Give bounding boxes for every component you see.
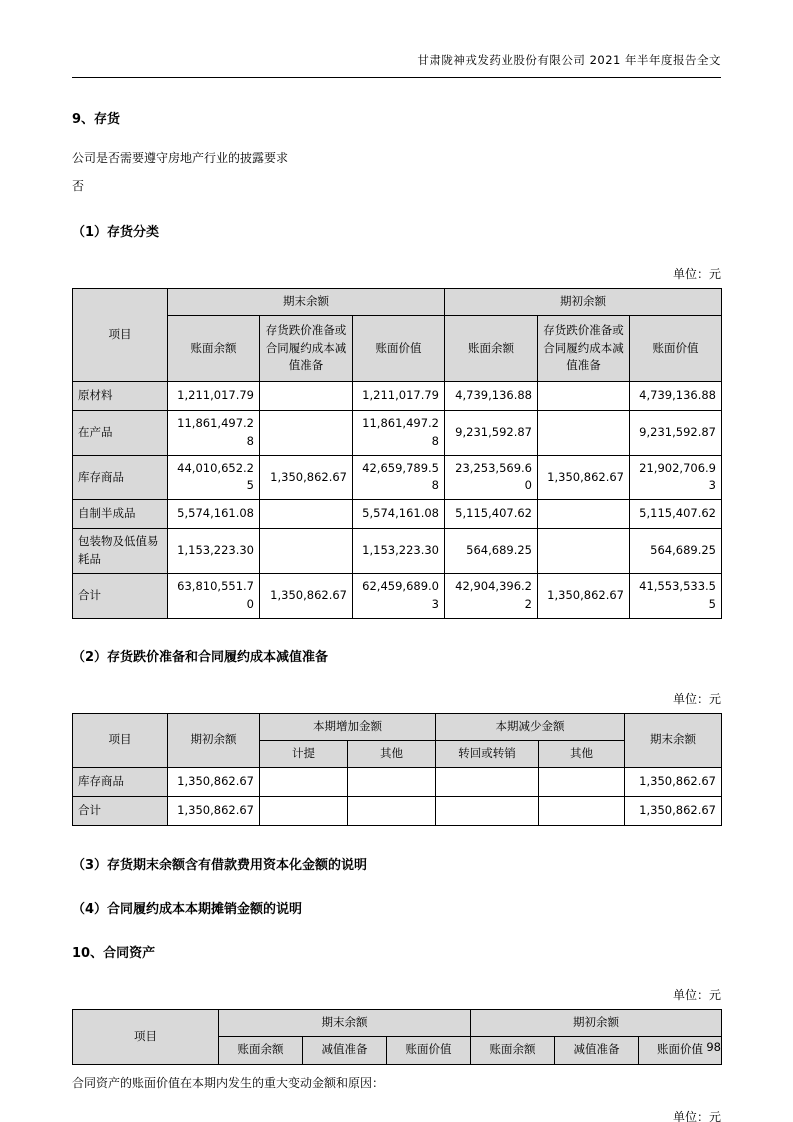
table3-col-ending: 期末余额 [219,1009,471,1036]
cell: 1,350,862.67 [260,455,353,500]
cell [538,529,630,574]
cell [539,767,625,796]
inventory-classification-table [72,288,722,619]
table3-col-book-value-end: 账面价值 [387,1036,471,1064]
cell: 1,350,862.67 [168,796,260,825]
cell [436,796,539,825]
table3-col-item: 项目 [73,1009,219,1064]
cell: 5,574,161.08 [168,500,260,529]
table1-col-item: 项目 [73,289,168,382]
cell: 4,739,136.88 [630,382,722,411]
cell: 1,153,223.30 [353,529,445,574]
table3-col-beginning: 期初余额 [471,1009,722,1036]
row-label: 在产品 [73,411,168,456]
cell: 1,350,862.67 [625,767,722,796]
cell [538,411,630,456]
table2-col-ending: 期末余额 [625,713,722,767]
table-row-total [73,573,722,618]
table1-col-book-balance-end: 账面余额 [168,316,260,382]
row-label: 合计 [73,796,168,825]
cell [260,529,353,574]
cell: 23,253,569.60 [445,455,538,500]
cell: 9,231,592.87 [630,411,722,456]
cell [260,796,348,825]
table-row [73,529,722,574]
table-row [73,500,722,529]
table2-col-decrease: 本期减少金额 [436,713,625,740]
cell: 11,861,497.28 [168,411,260,456]
table1-col-provision-end: 存货跌价准备或合同履约成本减值准备 [260,316,353,382]
unit-label-4: 单位：元 [672,1109,721,1122]
unit-label-1: 单位：元 [672,267,721,281]
table3-col-impairment-begin: 减值准备 [555,1036,639,1064]
cell [348,796,436,825]
row-label: 库存商品 [73,767,168,796]
table2-col-item: 项目 [73,713,168,767]
section-9-2-title: （2）存货跌价准备和合同履约成本减值准备 [72,649,329,665]
table2-col-other-decrease: 其他 [539,740,625,767]
table2-col-accrual: 计提 [260,740,348,767]
table1-col-ending: 期末余额 [168,289,445,316]
row-label: 合计 [73,573,168,618]
cell: 1,211,017.79 [353,382,445,411]
table3-col-book-value-begin: 账面价值 [639,1036,722,1064]
section-9-title: 9、存货 [72,112,121,127]
cell: 1,350,862.67 [538,573,630,618]
table3-col-impairment-end: 减值准备 [303,1036,387,1064]
row-label: 自制半成品 [73,500,168,529]
cell: 1,211,017.79 [168,382,260,411]
table-row-total [73,796,722,825]
cell: 42,659,789.58 [353,455,445,500]
table2-col-increase: 本期增加金额 [260,713,436,740]
unit-label-2: 单位：元 [672,691,721,706]
table1-col-book-balance-begin: 账面余额 [445,316,538,382]
document-header: 甘肃陇神戎发药业股份有限公司 2021 年半年度报告全文 [72,52,721,78]
disclosure-answer: 否 [72,179,85,193]
cell: 21,902,706.93 [630,455,722,500]
cell: 564,689.25 [630,529,722,574]
table2-col-beginning: 期初余额 [168,713,260,767]
row-label: 原材料 [73,382,168,411]
row-label: 包装物及低值易耗品 [73,529,168,574]
section-9-3-title: （3）存货期末余额含有借款费用资本化金额的说明 [72,857,368,873]
cell [436,767,539,796]
table1-col-provision-begin: 存货跌价准备或合同履约成本减值准备 [538,316,630,382]
table1-header-row-2 [73,316,722,382]
disclosure-question: 公司是否需要遵守房地产行业的披露要求 [72,151,289,165]
row-label: 库存商品 [73,455,168,500]
unit-label-3: 单位：元 [672,987,721,1002]
section-9-4-title: （4）合同履约成本本期摊销金额的说明 [72,901,303,917]
section-9-1-title: （1）存货分类 [72,225,160,240]
table2-header-row-1 [73,713,722,740]
cell: 44,010,652.25 [168,455,260,500]
cell [538,500,630,529]
table1-col-book-value-begin: 账面价值 [630,316,722,382]
cell: 4,739,136.88 [445,382,538,411]
table1-col-beginning: 期初余额 [445,289,722,316]
table3-header-row-1 [73,1009,722,1036]
provision-table [72,713,722,826]
cell: 1,350,862.67 [625,796,722,825]
contract-asset-note: 合同资产的账面价值在本期内发生的重大变动金额和原因： [72,1075,385,1090]
section-10-title: 10、合同资产 [72,945,156,961]
cell: 62,459,689.03 [353,573,445,618]
cell [348,767,436,796]
cell [538,382,630,411]
cell: 1,350,862.67 [538,455,630,500]
table1-header-row-1 [73,289,722,316]
cell: 1,350,862.67 [168,767,260,796]
table-row [73,411,722,456]
cell: 1,153,223.30 [168,529,260,574]
cell: 63,810,551.70 [168,573,260,618]
table2-col-reversal: 转回或转销 [436,740,539,767]
cell: 9,231,592.87 [445,411,538,456]
cell: 564,689.25 [445,529,538,574]
cell [539,796,625,825]
contract-assets-table [72,1009,722,1065]
table2-col-other-increase: 其他 [348,740,436,767]
cell: 41,553,533.55 [630,573,722,618]
cell [260,767,348,796]
cell: 5,115,407.62 [445,500,538,529]
table3-col-book-balance-end: 账面余额 [219,1036,303,1064]
cell: 5,574,161.08 [353,500,445,529]
cell: 1,350,862.67 [260,573,353,618]
cell: 5,115,407.62 [630,500,722,529]
table-row [73,382,722,411]
cell: 11,861,497.28 [353,411,445,456]
table-row [73,455,722,500]
table-row [73,767,722,796]
cell: 42,904,396.22 [445,573,538,618]
cell [260,500,353,529]
table1-col-book-value-end: 账面价值 [353,316,445,382]
table3-col-book-balance-begin: 账面余额 [471,1036,555,1064]
page-number: 98 [706,1040,721,1054]
cell [260,382,353,411]
cell [260,411,353,456]
